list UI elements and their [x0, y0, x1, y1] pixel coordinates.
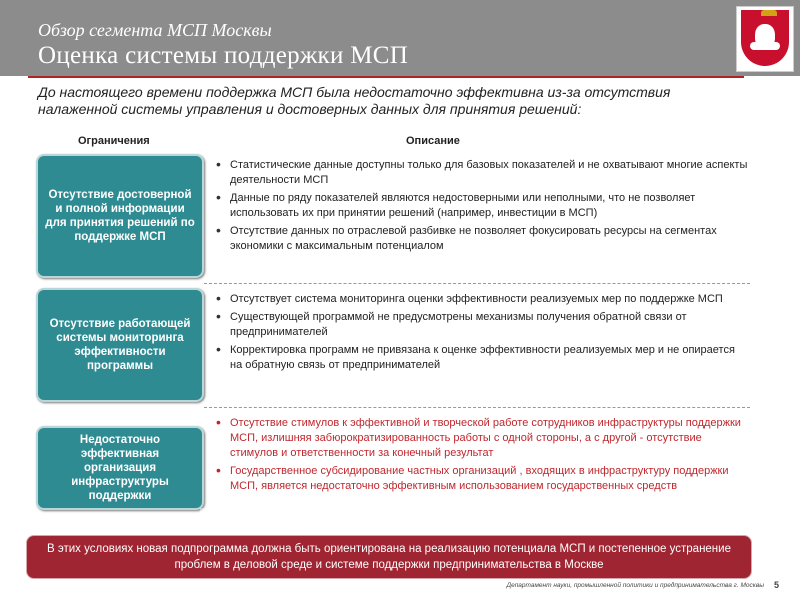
list-item: • Существующей программой не предусмотрены механизмы получения обратной связи от предпринимателей	[214, 310, 750, 340]
description-block-3	[214, 416, 750, 497]
emblem-horse	[750, 42, 780, 50]
list-item: • Отсутствие стимулов к эффективной и творческой работе сотрудников инфраструктуры поддержки МСП, излишняя забюрократизированность работы с одной стороны, а с другой - отсутствие стимулов и ответственности за конечный результат	[214, 416, 750, 461]
limit-label: Недостаточно эффективная организация инфраструктуры поддержки	[71, 434, 169, 502]
limit-box-3	[36, 426, 204, 510]
footer-department: Департамент науки, промышленной политики и предпринимательства г. Москвы	[506, 582, 764, 589]
list-item: • Отсутствует система мониторинга оценки эффективности реализуемых мер по поддержке МСП	[214, 292, 750, 307]
conclusion-banner	[26, 535, 752, 579]
fade-overlay	[200, 508, 760, 532]
slide-subtitle: Обзор сегмента МСП Москвы	[38, 20, 272, 40]
column-header-description: Описание	[406, 135, 460, 147]
conclusion-text: В этих условиях новая подпрограмма должна быть ориентирована на реализацию потенциала МСП и постепенное устранение проблем в деловой среде и системе поддержки предпринимательства в Москве	[47, 543, 731, 571]
row-divider	[204, 283, 750, 284]
list-item: • Государственное субсидирование частных организаций , входящих в инфраструктуру поддержки МСП, является недостаточно эффективным использованием государственных средств	[214, 464, 750, 494]
emblem-shield	[741, 10, 789, 66]
description-block-1	[214, 158, 750, 257]
limit-label: Отсутствие работающей системы мониторинга эффективности программы	[49, 318, 191, 372]
limit-label: Отсутствие достоверной и полной информации для принятия решений по поддержке МСП	[45, 189, 195, 243]
moscow-coat-of-arms-icon	[736, 6, 794, 72]
emblem-crown	[761, 10, 777, 16]
column-header-limits: Ограничения	[78, 135, 150, 147]
intro-text: До настоящего времени поддержка МСП была недостаточно эффективна из-за отсутствия налаженной системы управления и достоверных данных для принятия решений:	[38, 84, 671, 117]
row-divider	[204, 407, 750, 408]
header-divider	[28, 76, 744, 78]
list-item: • Отсутствие данных по отраслевой разбивке не позволяет фокусировать ресурсы на сегментах экономики с максимальным потенциалом	[214, 224, 750, 254]
list-item: • Корректировка программ не привязана к оценке эффективности реализуемых мер и не опирается на обратную связь от предпринимателей	[214, 343, 750, 373]
list-item: • Данные по ряду показателей являются недостоверными или неполными, что не позволяет использовать их при принятии решений (например, инвестиции в МСП)	[214, 191, 750, 221]
description-block-2	[214, 292, 750, 376]
limit-box-1	[36, 154, 204, 278]
limit-box-2	[36, 288, 204, 402]
list-item: • Статистические данные доступны только для базовых показателей и не охватывают многие аспекты деятельности МСП	[214, 158, 750, 188]
slide-title: Оценка системы поддержки МСП	[38, 42, 409, 69]
page-number: 5	[774, 580, 780, 590]
